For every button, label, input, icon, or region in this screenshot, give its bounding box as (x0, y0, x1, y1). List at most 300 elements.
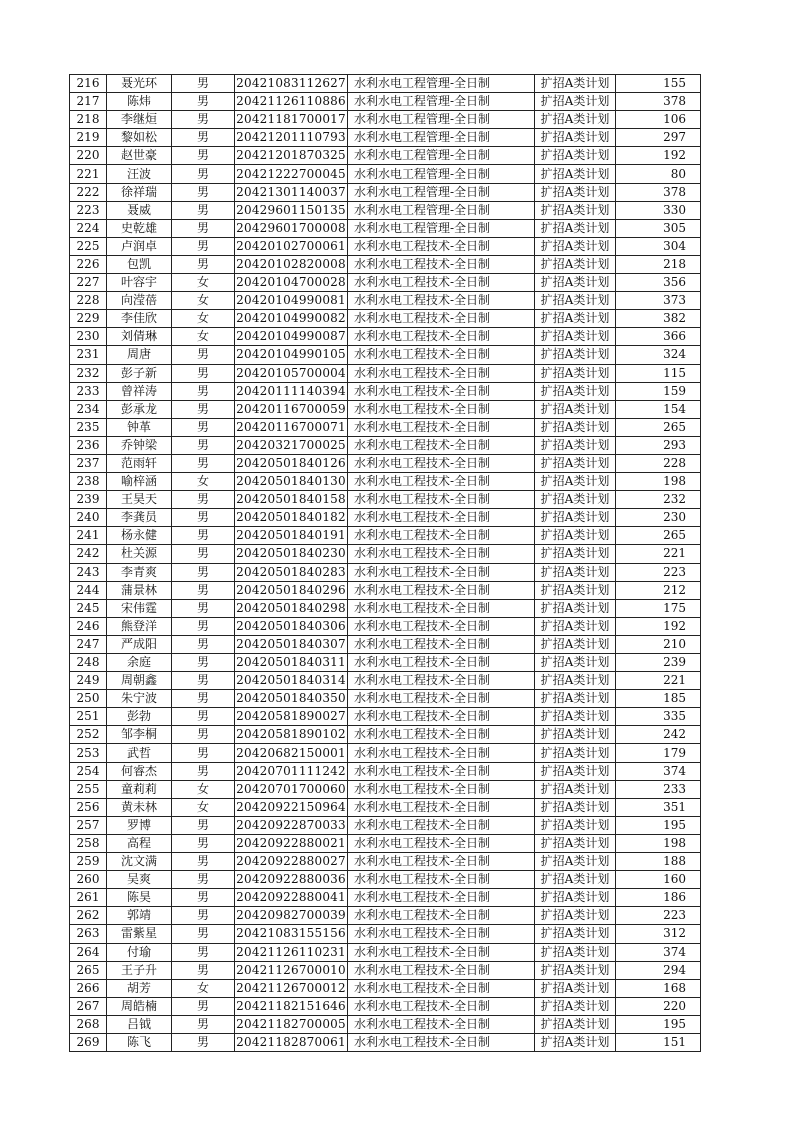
student-name-cell: 李龚员 (107, 509, 172, 527)
student-name-cell: 王昊天 (107, 491, 172, 509)
student-gender-cell: 男 (172, 961, 235, 979)
table-row (70, 201, 701, 219)
row-number-cell: 237 (70, 454, 107, 472)
row-number-cell: 255 (70, 780, 107, 798)
major-name-cell: 水利水电工程技术-全日制 (348, 997, 535, 1015)
student-gender-cell: 男 (172, 111, 235, 129)
total-score-cell: 382 (616, 310, 701, 328)
student-gender-cell: 男 (172, 889, 235, 907)
student-gender-cell: 男 (172, 201, 235, 219)
major-name-cell: 水利水电工程管理-全日制 (348, 219, 535, 237)
student-name-cell: 刘倩琳 (107, 328, 172, 346)
candidate-id-cell: 20421126110231 (235, 943, 348, 961)
table-row (70, 237, 701, 255)
table-row (70, 1033, 701, 1051)
student-name-cell: 包凯 (107, 255, 172, 273)
major-name-cell: 水利水电工程技术-全日制 (348, 744, 535, 762)
plan-type-cell: 扩招A类计划 (535, 726, 616, 744)
plan-type-cell: 扩招A类计划 (535, 165, 616, 183)
plan-type-cell: 扩招A类计划 (535, 93, 616, 111)
student-name-cell: 武哲 (107, 744, 172, 762)
student-name-cell: 陈飞 (107, 1033, 172, 1051)
table-row (70, 563, 701, 581)
plan-type-cell: 扩招A类计划 (535, 853, 616, 871)
table-row (70, 798, 701, 816)
student-gender-cell: 男 (172, 654, 235, 672)
student-name-cell: 卢润卓 (107, 237, 172, 255)
total-score-cell: 151 (616, 1033, 701, 1051)
row-number-cell: 258 (70, 834, 107, 852)
total-score-cell: 304 (616, 237, 701, 255)
row-number-cell: 221 (70, 165, 107, 183)
plan-type-cell: 扩招A类计划 (535, 491, 616, 509)
row-number-cell: 250 (70, 690, 107, 708)
plan-type-cell: 扩招A类计划 (535, 780, 616, 798)
plan-type-cell: 扩招A类计划 (535, 454, 616, 472)
student-gender-cell: 男 (172, 255, 235, 273)
table-row (70, 147, 701, 165)
plan-type-cell: 扩招A类计划 (535, 111, 616, 129)
table-row (70, 364, 701, 382)
total-score-cell: 159 (616, 382, 701, 400)
candidate-id-cell: 20429601700008 (235, 219, 348, 237)
total-score-cell: 330 (616, 201, 701, 219)
plan-type-cell: 扩招A类计划 (535, 581, 616, 599)
plan-type-cell: 扩招A类计划 (535, 527, 616, 545)
candidate-id-cell: 20420581890027 (235, 708, 348, 726)
plan-type-cell: 扩招A类计划 (535, 563, 616, 581)
student-name-cell: 陈昊 (107, 889, 172, 907)
candidate-id-cell: 20420104990087 (235, 328, 348, 346)
table-row (70, 183, 701, 201)
table-row (70, 75, 701, 93)
student-name-cell: 吕钺 (107, 1015, 172, 1033)
candidate-id-cell: 20421182700005 (235, 1015, 348, 1033)
student-name-cell: 李佳欣 (107, 310, 172, 328)
row-number-cell: 251 (70, 708, 107, 726)
row-number-cell: 231 (70, 346, 107, 364)
total-score-cell: 232 (616, 491, 701, 509)
student-gender-cell: 男 (172, 599, 235, 617)
candidate-id-cell: 20420701111242 (235, 762, 348, 780)
table-row (70, 274, 701, 292)
major-name-cell: 水利水电工程技术-全日制 (348, 635, 535, 653)
row-number-cell: 225 (70, 237, 107, 255)
student-name-cell: 周皓楠 (107, 997, 172, 1015)
row-number-cell: 260 (70, 871, 107, 889)
total-score-cell: 374 (616, 943, 701, 961)
row-number-cell: 217 (70, 93, 107, 111)
total-score-cell: 210 (616, 635, 701, 653)
major-name-cell: 水利水电工程技术-全日制 (348, 1033, 535, 1051)
student-name-cell: 杜关源 (107, 545, 172, 563)
table-row (70, 1015, 701, 1033)
student-name-cell: 史乾雄 (107, 219, 172, 237)
table-row (70, 219, 701, 237)
student-gender-cell: 男 (172, 708, 235, 726)
student-gender-cell: 男 (172, 1033, 235, 1051)
plan-type-cell: 扩招A类计划 (535, 436, 616, 454)
table-row (70, 853, 701, 871)
plan-type-cell: 扩招A类计划 (535, 708, 616, 726)
major-name-cell: 水利水电工程技术-全日制 (348, 672, 535, 690)
admission-table-body (70, 75, 701, 1052)
total-score-cell: 265 (616, 418, 701, 436)
plan-type-cell: 扩招A类计划 (535, 382, 616, 400)
student-name-cell: 吴爽 (107, 871, 172, 889)
candidate-id-cell: 20420501840311 (235, 654, 348, 672)
student-gender-cell: 女 (172, 274, 235, 292)
plan-type-cell: 扩招A类计划 (535, 871, 616, 889)
student-gender-cell: 女 (172, 780, 235, 798)
student-name-cell: 李青爽 (107, 563, 172, 581)
candidate-id-cell: 20420116700059 (235, 400, 348, 418)
table-row (70, 961, 701, 979)
row-number-cell: 262 (70, 907, 107, 925)
student-name-cell: 彭勃 (107, 708, 172, 726)
row-number-cell: 223 (70, 201, 107, 219)
table-row (70, 400, 701, 418)
total-score-cell: 188 (616, 853, 701, 871)
student-gender-cell: 男 (172, 1015, 235, 1033)
plan-type-cell: 扩招A类计划 (535, 473, 616, 491)
major-name-cell: 水利水电工程技术-全日制 (348, 654, 535, 672)
candidate-id-cell: 20420701700060 (235, 780, 348, 798)
row-number-cell: 245 (70, 599, 107, 617)
student-gender-cell: 男 (172, 563, 235, 581)
total-score-cell: 185 (616, 690, 701, 708)
row-number-cell: 248 (70, 654, 107, 672)
total-score-cell: 160 (616, 871, 701, 889)
row-number-cell: 239 (70, 491, 107, 509)
plan-type-cell: 扩招A类计划 (535, 654, 616, 672)
candidate-id-cell: 20421083112627 (235, 75, 348, 93)
total-score-cell: 223 (616, 907, 701, 925)
student-name-cell: 向滢蓓 (107, 292, 172, 310)
table-row (70, 418, 701, 436)
row-number-cell: 261 (70, 889, 107, 907)
candidate-id-cell: 20421126700012 (235, 979, 348, 997)
total-score-cell: 374 (616, 762, 701, 780)
student-gender-cell: 男 (172, 871, 235, 889)
student-name-cell: 付瑜 (107, 943, 172, 961)
student-gender-cell: 女 (172, 473, 235, 491)
candidate-id-cell: 20421083155156 (235, 925, 348, 943)
student-name-cell: 黎如松 (107, 129, 172, 147)
major-name-cell: 水利水电工程技术-全日制 (348, 762, 535, 780)
major-name-cell: 水利水电工程技术-全日制 (348, 617, 535, 635)
major-name-cell: 水利水电工程管理-全日制 (348, 201, 535, 219)
major-name-cell: 水利水电工程管理-全日制 (348, 93, 535, 111)
student-gender-cell: 男 (172, 907, 235, 925)
student-name-cell: 喻梓涵 (107, 473, 172, 491)
plan-type-cell: 扩招A类计划 (535, 418, 616, 436)
row-number-cell: 257 (70, 816, 107, 834)
total-score-cell: 378 (616, 93, 701, 111)
total-score-cell: 233 (616, 780, 701, 798)
table-row (70, 491, 701, 509)
candidate-id-cell: 20421301140037 (235, 183, 348, 201)
row-number-cell: 222 (70, 183, 107, 201)
table-row (70, 545, 701, 563)
major-name-cell: 水利水电工程技术-全日制 (348, 581, 535, 599)
student-name-cell: 曾祥涛 (107, 382, 172, 400)
row-number-cell: 218 (70, 111, 107, 129)
row-number-cell: 235 (70, 418, 107, 436)
major-name-cell: 水利水电工程技术-全日制 (348, 961, 535, 979)
table-row (70, 436, 701, 454)
student-gender-cell: 男 (172, 382, 235, 400)
student-name-cell: 童莉莉 (107, 780, 172, 798)
student-gender-cell: 男 (172, 744, 235, 762)
total-score-cell: 115 (616, 364, 701, 382)
table-row (70, 762, 701, 780)
student-name-cell: 沈文满 (107, 853, 172, 871)
plan-type-cell: 扩招A类计划 (535, 292, 616, 310)
row-number-cell: 254 (70, 762, 107, 780)
table-row (70, 672, 701, 690)
student-gender-cell: 女 (172, 798, 235, 816)
table-row (70, 509, 701, 527)
table-row (70, 599, 701, 617)
major-name-cell: 水利水电工程技术-全日制 (348, 364, 535, 382)
plan-type-cell: 扩招A类计划 (535, 1033, 616, 1051)
plan-type-cell: 扩招A类计划 (535, 310, 616, 328)
major-name-cell: 水利水电工程技术-全日制 (348, 780, 535, 798)
total-score-cell: 305 (616, 219, 701, 237)
total-score-cell: 192 (616, 147, 701, 165)
table-row (70, 816, 701, 834)
plan-type-cell: 扩招A类计划 (535, 907, 616, 925)
candidate-id-cell: 20420501840307 (235, 635, 348, 653)
plan-type-cell: 扩招A类计划 (535, 1015, 616, 1033)
major-name-cell: 水利水电工程技术-全日制 (348, 871, 535, 889)
student-name-cell: 严成阳 (107, 635, 172, 653)
table-row (70, 255, 701, 273)
row-number-cell: 244 (70, 581, 107, 599)
plan-type-cell: 扩招A类计划 (535, 672, 616, 690)
major-name-cell: 水利水电工程技术-全日制 (348, 690, 535, 708)
student-name-cell: 周朝鑫 (107, 672, 172, 690)
candidate-id-cell: 20420501840191 (235, 527, 348, 545)
student-name-cell: 李继烜 (107, 111, 172, 129)
student-gender-cell: 女 (172, 979, 235, 997)
plan-type-cell: 扩招A类计划 (535, 744, 616, 762)
major-name-cell: 水利水电工程技术-全日制 (348, 346, 535, 364)
student-name-cell: 郭靖 (107, 907, 172, 925)
candidate-id-cell: 20420501840130 (235, 473, 348, 491)
row-number-cell: 253 (70, 744, 107, 762)
total-score-cell: 212 (616, 581, 701, 599)
table-row (70, 654, 701, 672)
student-name-cell: 汪波 (107, 165, 172, 183)
row-number-cell: 224 (70, 219, 107, 237)
plan-type-cell: 扩招A类计划 (535, 219, 616, 237)
total-score-cell: 378 (616, 183, 701, 201)
table-row (70, 780, 701, 798)
major-name-cell: 水利水电工程管理-全日制 (348, 165, 535, 183)
candidate-id-cell: 20420102820008 (235, 255, 348, 273)
candidate-id-cell: 20420501840283 (235, 563, 348, 581)
student-gender-cell: 男 (172, 454, 235, 472)
student-gender-cell: 男 (172, 672, 235, 690)
major-name-cell: 水利水电工程管理-全日制 (348, 129, 535, 147)
table-row (70, 889, 701, 907)
plan-type-cell: 扩招A类计划 (535, 690, 616, 708)
total-score-cell: 192 (616, 617, 701, 635)
candidate-id-cell: 20421222700045 (235, 165, 348, 183)
student-name-cell: 叶容宇 (107, 274, 172, 292)
major-name-cell: 水利水电工程技术-全日制 (348, 834, 535, 852)
major-name-cell: 水利水电工程技术-全日制 (348, 889, 535, 907)
table-row (70, 943, 701, 961)
plan-type-cell: 扩招A类计划 (535, 925, 616, 943)
student-name-cell: 何睿杰 (107, 762, 172, 780)
table-row (70, 907, 701, 925)
major-name-cell: 水利水电工程技术-全日制 (348, 436, 535, 454)
total-score-cell: 366 (616, 328, 701, 346)
student-name-cell: 聂光环 (107, 75, 172, 93)
table-row (70, 635, 701, 653)
table-row (70, 690, 701, 708)
candidate-id-cell: 20421201110793 (235, 129, 348, 147)
row-number-cell: 226 (70, 255, 107, 273)
student-gender-cell: 女 (172, 292, 235, 310)
total-score-cell: 198 (616, 834, 701, 852)
row-number-cell: 252 (70, 726, 107, 744)
candidate-id-cell: 20420104990105 (235, 346, 348, 364)
student-gender-cell: 男 (172, 364, 235, 382)
student-name-cell: 陈炜 (107, 93, 172, 111)
row-number-cell: 238 (70, 473, 107, 491)
major-name-cell: 水利水电工程管理-全日制 (348, 147, 535, 165)
major-name-cell: 水利水电工程技术-全日制 (348, 853, 535, 871)
candidate-id-cell: 20429601150135 (235, 201, 348, 219)
major-name-cell: 水利水电工程技术-全日制 (348, 310, 535, 328)
total-score-cell: 106 (616, 111, 701, 129)
total-score-cell: 294 (616, 961, 701, 979)
student-gender-cell: 男 (172, 726, 235, 744)
candidate-id-cell: 20420501840314 (235, 672, 348, 690)
candidate-id-cell: 20420104700028 (235, 274, 348, 292)
plan-type-cell: 扩招A类计划 (535, 798, 616, 816)
candidate-id-cell: 20420922150964 (235, 798, 348, 816)
student-name-cell: 邹李桐 (107, 726, 172, 744)
plan-type-cell: 扩招A类计划 (535, 147, 616, 165)
candidate-id-cell: 20421126700010 (235, 961, 348, 979)
row-number-cell: 219 (70, 129, 107, 147)
major-name-cell: 水利水电工程技术-全日制 (348, 563, 535, 581)
total-score-cell: 242 (616, 726, 701, 744)
total-score-cell: 195 (616, 1015, 701, 1033)
row-number-cell: 236 (70, 436, 107, 454)
major-name-cell: 水利水电工程技术-全日制 (348, 400, 535, 418)
total-score-cell: 80 (616, 165, 701, 183)
candidate-id-cell: 20421182151646 (235, 997, 348, 1015)
row-number-cell: 249 (70, 672, 107, 690)
major-name-cell: 水利水电工程技术-全日制 (348, 328, 535, 346)
major-name-cell: 水利水电工程技术-全日制 (348, 491, 535, 509)
major-name-cell: 水利水电工程技术-全日制 (348, 382, 535, 400)
student-gender-cell: 男 (172, 943, 235, 961)
row-number-cell: 265 (70, 961, 107, 979)
total-score-cell: 155 (616, 75, 701, 93)
student-gender-cell: 男 (172, 635, 235, 653)
row-number-cell: 240 (70, 509, 107, 527)
student-name-cell: 彭承龙 (107, 400, 172, 418)
major-name-cell: 水利水电工程技术-全日制 (348, 509, 535, 527)
student-name-cell: 雷紫星 (107, 925, 172, 943)
student-gender-cell: 男 (172, 237, 235, 255)
admission-table (69, 74, 701, 1052)
candidate-id-cell: 20420501840230 (235, 545, 348, 563)
row-number-cell: 259 (70, 853, 107, 871)
candidate-id-cell: 20420104990082 (235, 310, 348, 328)
total-score-cell: 356 (616, 274, 701, 292)
plan-type-cell: 扩招A类计划 (535, 961, 616, 979)
student-gender-cell: 男 (172, 527, 235, 545)
row-number-cell: 268 (70, 1015, 107, 1033)
student-gender-cell: 男 (172, 183, 235, 201)
student-gender-cell: 男 (172, 75, 235, 93)
table-row (70, 744, 701, 762)
row-number-cell: 246 (70, 617, 107, 635)
student-gender-cell: 女 (172, 328, 235, 346)
student-gender-cell: 男 (172, 219, 235, 237)
candidate-id-cell: 20421201870325 (235, 147, 348, 165)
row-number-cell: 256 (70, 798, 107, 816)
student-gender-cell: 男 (172, 690, 235, 708)
table-row (70, 871, 701, 889)
total-score-cell: 179 (616, 744, 701, 762)
table-row (70, 454, 701, 472)
table-row (70, 708, 701, 726)
table-row (70, 925, 701, 943)
student-gender-cell: 男 (172, 400, 235, 418)
major-name-cell: 水利水电工程管理-全日制 (348, 75, 535, 93)
total-score-cell: 220 (616, 997, 701, 1015)
plan-type-cell: 扩招A类计划 (535, 364, 616, 382)
student-gender-cell: 男 (172, 491, 235, 509)
student-gender-cell: 男 (172, 129, 235, 147)
student-gender-cell: 男 (172, 147, 235, 165)
candidate-id-cell: 20420501840182 (235, 509, 348, 527)
major-name-cell: 水利水电工程管理-全日制 (348, 111, 535, 129)
major-name-cell: 水利水电工程技术-全日制 (348, 454, 535, 472)
total-score-cell: 312 (616, 925, 701, 943)
plan-type-cell: 扩招A类计划 (535, 400, 616, 418)
row-number-cell: 263 (70, 925, 107, 943)
total-score-cell: 168 (616, 979, 701, 997)
row-number-cell: 267 (70, 997, 107, 1015)
student-gender-cell: 男 (172, 581, 235, 599)
plan-type-cell: 扩招A类计划 (535, 617, 616, 635)
plan-type-cell: 扩招A类计划 (535, 509, 616, 527)
plan-type-cell: 扩招A类计划 (535, 237, 616, 255)
table-row (70, 111, 701, 129)
student-name-cell: 钟革 (107, 418, 172, 436)
table-row (70, 165, 701, 183)
total-score-cell: 223 (616, 563, 701, 581)
candidate-id-cell: 20420501840158 (235, 491, 348, 509)
row-number-cell: 269 (70, 1033, 107, 1051)
plan-type-cell: 扩招A类计划 (535, 943, 616, 961)
major-name-cell: 水利水电工程技术-全日制 (348, 237, 535, 255)
major-name-cell: 水利水电工程技术-全日制 (348, 599, 535, 617)
row-number-cell: 232 (70, 364, 107, 382)
candidate-id-cell: 20420922880021 (235, 834, 348, 852)
major-name-cell: 水利水电工程技术-全日制 (348, 708, 535, 726)
